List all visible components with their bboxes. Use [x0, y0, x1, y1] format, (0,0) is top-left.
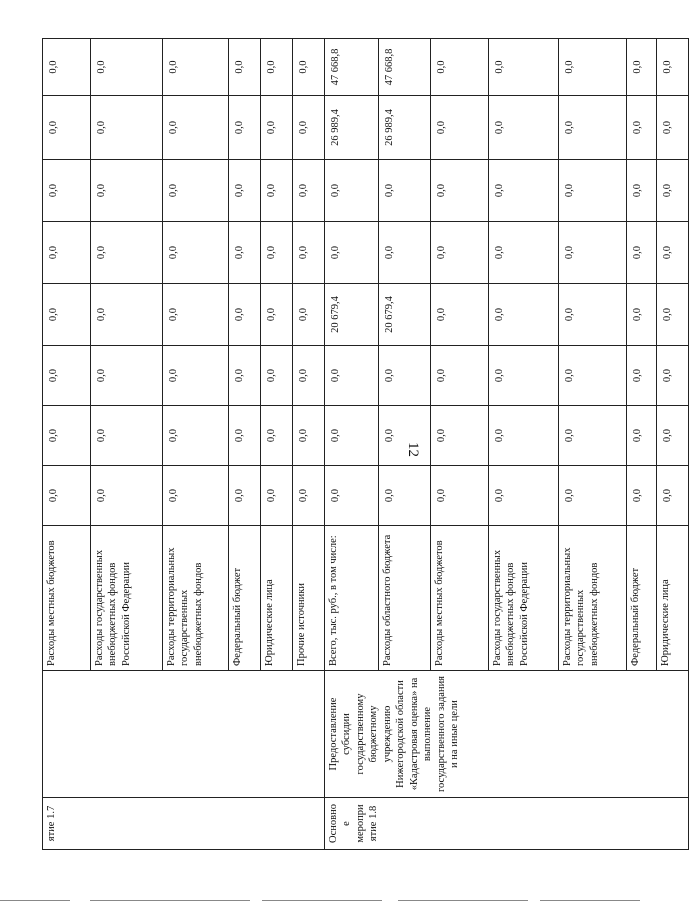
amount-cell: 0,0 — [627, 466, 657, 526]
amount-cell: 0,0 — [559, 96, 627, 160]
amount-cell: 0,0 — [163, 222, 229, 284]
amount-cell: 0,0 — [657, 96, 689, 160]
funding-source-label: Расходы территориальных государственных внебюджетных фондов — [559, 526, 627, 671]
amount-cell: 0,0 — [657, 346, 689, 406]
amount-cell: 0,0 — [261, 284, 293, 346]
amount-cell: 20 679,4 — [325, 284, 379, 346]
amount-cell: 0,0 — [229, 160, 261, 222]
amount-cell: 0,0 — [325, 222, 379, 284]
amount-cell: 0,0 — [657, 39, 689, 96]
amount-cell: 0,0 — [293, 466, 325, 526]
funding-source-label: Прочие источники — [293, 526, 325, 671]
amount-cell: 0,0 — [261, 466, 293, 526]
amount-cell: 0,0 — [379, 406, 431, 466]
funding-source-label: Расходы местных бюджетов — [43, 526, 91, 671]
amount-cell: 0,0 — [489, 39, 559, 96]
amount-cell: 0,0 — [627, 284, 657, 346]
amount-cell: 0,0 — [229, 466, 261, 526]
amount-cell: 0,0 — [325, 346, 379, 406]
amount-cell: 0,0 — [657, 406, 689, 466]
amount-cell: 0,0 — [627, 39, 657, 96]
amount-cell: 0,0 — [431, 96, 489, 160]
funding-source-label: Расходы областного бюджета — [379, 526, 431, 671]
amount-cell: 0,0 — [91, 284, 163, 346]
amount-cell: 0,0 — [91, 39, 163, 96]
amount-cell: 0,0 — [379, 160, 431, 222]
amount-cell: 0,0 — [229, 406, 261, 466]
amount-cell: 0,0 — [559, 284, 627, 346]
amount-cell: 0,0 — [325, 406, 379, 466]
amount-cell: 0,0 — [431, 346, 489, 406]
funding-source-label: Всего, тыс. руб., в том числе: — [325, 526, 379, 671]
funding-source-label: Расходы местных бюджетов — [431, 526, 489, 671]
amount-cell: 0,0 — [91, 160, 163, 222]
funding-source-label: Федеральный бюджет — [229, 526, 261, 671]
amount-cell: 0,0 — [163, 346, 229, 406]
amount-cell: 0,0 — [559, 39, 627, 96]
amount-cell: 0,0 — [91, 466, 163, 526]
amount-cell: 0,0 — [43, 96, 91, 160]
amount-cell: 0,0 — [489, 222, 559, 284]
amount-cell: 0,0 — [261, 96, 293, 160]
amount-cell: 0,0 — [559, 346, 627, 406]
measure-name: Предоставление субсидии государственному бюджетному учреждению Нижегородской области «Кадастровая оценка» на выполнение государственного задания и на иные цели — [325, 671, 689, 798]
amount-cell: 0,0 — [163, 406, 229, 466]
amount-cell: 0,0 — [163, 284, 229, 346]
amount-cell: 0,0 — [91, 96, 163, 160]
amount-cell: 0,0 — [43, 284, 91, 346]
amount-cell: 0,0 — [431, 406, 489, 466]
amount-cell: 0,0 — [379, 222, 431, 284]
budget-table — [42, 38, 689, 850]
measure-name — [43, 671, 325, 798]
amount-cell: 47 668,8 — [325, 39, 379, 96]
amount-cell: 0,0 — [91, 406, 163, 466]
amount-cell: 0,0 — [559, 406, 627, 466]
amount-cell: 0,0 — [325, 466, 379, 526]
amount-cell: 0,0 — [91, 346, 163, 406]
amount-cell: 0,0 — [163, 160, 229, 222]
amount-cell: 0,0 — [657, 222, 689, 284]
amount-cell: 0,0 — [43, 39, 91, 96]
amount-cell: 0,0 — [379, 466, 431, 526]
amount-cell: 0,0 — [627, 222, 657, 284]
amount-cell: 0,0 — [261, 39, 293, 96]
amount-cell: 0,0 — [293, 284, 325, 346]
page-number: 12 — [405, 442, 421, 457]
amount-cell: 0,0 — [559, 222, 627, 284]
amount-cell: 0,0 — [163, 96, 229, 160]
amount-cell: 0,0 — [431, 39, 489, 96]
funding-source-label: Расходы государственных внебюджетных фондов Российской Федерации — [91, 526, 163, 671]
amount-cell: 0,0 — [43, 466, 91, 526]
amount-cell: 0,0 — [43, 346, 91, 406]
amount-cell: 0,0 — [559, 160, 627, 222]
table-row — [43, 39, 91, 850]
funding-source-label: Расходы государственных внебюджетных фондов Российской Федерации — [489, 526, 559, 671]
amount-cell: 0,0 — [229, 96, 261, 160]
amount-cell: 0,0 — [293, 346, 325, 406]
amount-cell: 0,0 — [489, 96, 559, 160]
amount-cell: 0,0 — [91, 222, 163, 284]
amount-cell: 0,0 — [163, 466, 229, 526]
funding-source-label: Юридические лица — [261, 526, 293, 671]
amount-cell: 0,0 — [261, 346, 293, 406]
amount-cell: 0,0 — [489, 284, 559, 346]
funding-source-label: Юридические лица — [657, 526, 689, 671]
amount-cell: 0,0 — [43, 160, 91, 222]
table-body — [43, 39, 689, 850]
amount-cell: 0,0 — [293, 160, 325, 222]
amount-cell: 0,0 — [229, 346, 261, 406]
amount-cell: 0,0 — [627, 160, 657, 222]
scan-edge-artifact — [0, 896, 640, 905]
amount-cell: 0,0 — [43, 222, 91, 284]
amount-cell: 0,0 — [431, 222, 489, 284]
amount-cell: 0,0 — [379, 346, 431, 406]
amount-cell: 0,0 — [229, 222, 261, 284]
amount-cell: 0,0 — [261, 160, 293, 222]
amount-cell: 0,0 — [163, 39, 229, 96]
amount-cell: 0,0 — [293, 406, 325, 466]
measure-code: Основное мероприятие 1.8 — [325, 798, 689, 850]
measure-code: ятие 1.7 — [43, 798, 325, 850]
amount-cell: 0,0 — [261, 406, 293, 466]
amount-cell: 0,0 — [489, 406, 559, 466]
funding-source-label: Федеральный бюджет — [627, 526, 657, 671]
amount-cell: 26 989,4 — [325, 96, 379, 160]
amount-cell: 0,0 — [431, 160, 489, 222]
amount-cell: 0,0 — [489, 346, 559, 406]
amount-cell: 0,0 — [657, 466, 689, 526]
amount-cell: 0,0 — [627, 406, 657, 466]
amount-cell: 0,0 — [559, 466, 627, 526]
amount-cell: 0,0 — [293, 39, 325, 96]
amount-cell: 26 989,4 — [379, 96, 431, 160]
amount-cell: 20 679,4 — [379, 284, 431, 346]
amount-cell: 0,0 — [489, 160, 559, 222]
amount-cell: 0,0 — [325, 160, 379, 222]
amount-cell: 0,0 — [431, 466, 489, 526]
amount-cell: 0,0 — [229, 39, 261, 96]
table-row — [325, 39, 379, 850]
amount-cell: 0,0 — [627, 346, 657, 406]
amount-cell: 47 668,8 — [379, 39, 431, 96]
amount-cell: 0,0 — [431, 284, 489, 346]
amount-cell: 0,0 — [657, 160, 689, 222]
amount-cell: 0,0 — [627, 96, 657, 160]
amount-cell: 0,0 — [489, 466, 559, 526]
amount-cell: 0,0 — [293, 96, 325, 160]
funding-source-label: Расходы территориальных государственных внебюджетных фондов — [163, 526, 229, 671]
amount-cell: 0,0 — [43, 406, 91, 466]
amount-cell: 0,0 — [657, 284, 689, 346]
amount-cell: 0,0 — [229, 284, 261, 346]
amount-cell: 0,0 — [293, 222, 325, 284]
amount-cell: 0,0 — [261, 222, 293, 284]
